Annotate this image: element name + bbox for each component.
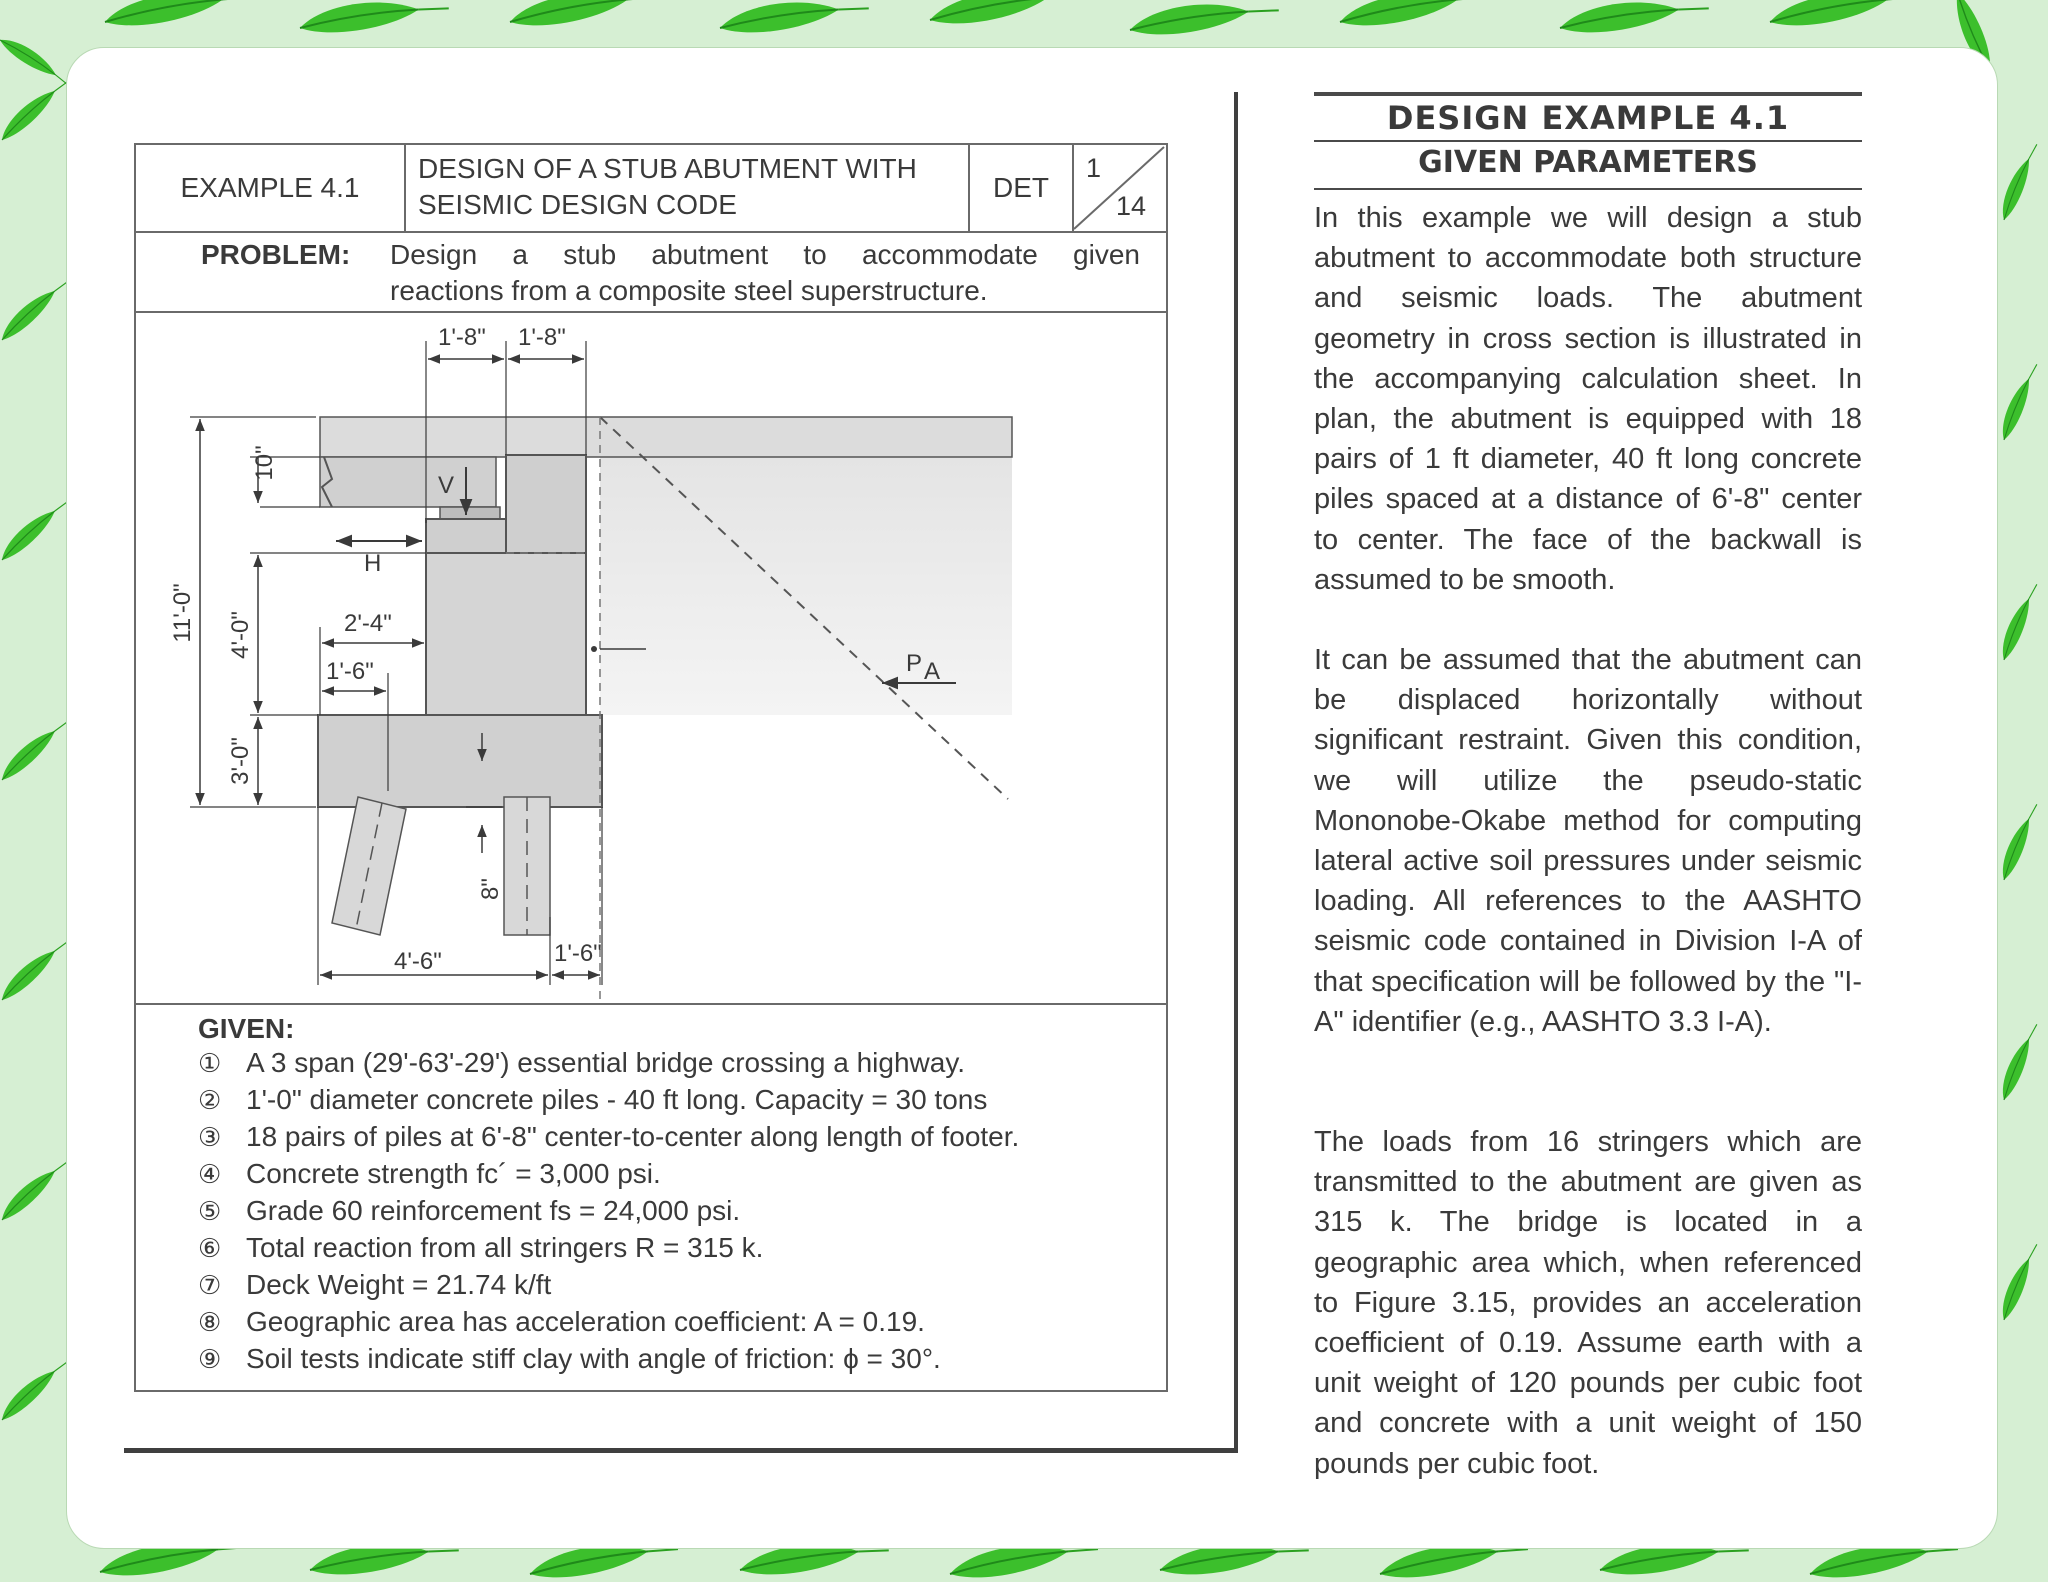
problem-label: PROBLEM: (201, 239, 351, 270)
pa-label: P (906, 650, 923, 677)
problem-line1: Design a stub abutment to accommodate given (390, 239, 1140, 270)
sheet-shadow-vertical (1234, 92, 1238, 1452)
design-example-title: DESIGN EXAMPLE 4.1 (1314, 92, 1862, 142)
sheet-shadow-horizontal (124, 1448, 1238, 1453)
page-total: 14 (1116, 191, 1147, 221)
example-label: EXAMPLE 4.1 (136, 145, 406, 231)
given-section (136, 1005, 1166, 1390)
pa-subscript: A (924, 658, 941, 685)
problem-statement (136, 233, 1166, 313)
given-item: ⑨ Soil tests indicate stiff clay with angle of friction: ϕ = 30°. (198, 1343, 941, 1375)
sheet-title-line2: SEISMIC DESIGN CODE (418, 189, 737, 220)
sheet-title-line1: DESIGN OF A STUB ABUTMENT WITH (418, 153, 917, 184)
v-label: V (438, 472, 455, 499)
dim-1ft6-left: 1'-6" (326, 658, 374, 685)
paragraph-2: It can be assumed that the abutment can be displaced horizontally without significant restraint. Given this condition, we will utilize the pseudo-static Mononobe-Okabe method for computing lateral active soil pressures under seismic loading. All references to the AASHTO seismic code contained in Division I-A of that specification will be followed by the "I-A" identifier (e.g., AASHTO 3.3 I-A). (1314, 644, 1862, 1038)
sheet-header (136, 145, 1166, 233)
backfill-soil (600, 455, 1012, 715)
dim-11ft: 11'-0" (169, 583, 196, 643)
dim-4ft: 4'-0" (227, 611, 254, 659)
given-item: ⑥ Total reaction from all stringers R = 315 k. (198, 1232, 764, 1264)
dim-8in: 8" (477, 878, 504, 900)
page-number: 1 (1086, 153, 1102, 183)
abutment-stem (426, 553, 586, 715)
dim-top-left: 1'-8" (438, 324, 486, 351)
given-item: ② 1'-0" diameter concrete piles - 40 ft long. Capacity = 30 tons (198, 1084, 988, 1116)
given-label: GIVEN: (198, 1013, 295, 1044)
footing (318, 715, 602, 807)
bearing (440, 507, 500, 519)
given-item: ① A 3 span (29'-63'-29') essential bridge crossing a highway. (198, 1047, 966, 1079)
dim-4ft6: 4'-6" (394, 948, 442, 975)
det-label: DET (968, 145, 1074, 231)
dim-3ft: 3'-0" (227, 737, 254, 785)
given-parameters-heading: GIVEN PARAMETERS (1314, 138, 1862, 190)
given-item: ⑤ Grade 60 reinforcement fs = 24,000 psi. (198, 1195, 741, 1227)
h-label: H (364, 550, 382, 577)
dim-2ft4: 2'-4" (344, 610, 392, 637)
abutment-drawing (136, 313, 1166, 1005)
backwall (506, 455, 586, 553)
dim-1ft6-right: 1'-6" (554, 940, 602, 967)
given-item: ③ 18 pairs of piles at 6'-8" center-to-center along length of footer. (198, 1121, 1020, 1153)
deck-slab (320, 417, 1012, 457)
sheet-title (406, 151, 978, 223)
calc-sheet (134, 143, 1168, 1392)
bridge-seat (426, 519, 506, 553)
given-item: ⑦ Deck Weight = 21.74 k/ft (198, 1269, 552, 1301)
given-item: ④ Concrete strength fc´ = 3,000 psi. (198, 1158, 661, 1190)
steel-girder (320, 457, 496, 507)
dim-top-right: 1'-8" (518, 324, 566, 351)
paragraph-1: In this example we will design a stub abutment to accommodate both structure and seismic loads. The abutment geometry in cross section is illustrated in the accompanying calculation sheet. In plan, the abutment is equipped with 18 pairs of 1 ft diameter, 40 ft long concrete piles spaced at a distance of 6'-8" center to center. The face of the backwall is assumed to be smooth. (1314, 202, 1862, 596)
battered-pile (332, 797, 406, 935)
paragraph-3: The loads from 16 stringers which are transmitted to the abutment are given as 315 k. The bridge is located in a geographic area which, when referenced to Figure 3.15, provides an acceleration coefficient of 0.19. Assume earth with a unit weight of 120 pounds per cubic foot and concrete with a unit weight of 150 pounds per cubic foot. (1314, 1126, 1862, 1480)
dim-10in: 10" (251, 445, 278, 481)
problem-line2: reactions from a composite steel superstructure. (390, 275, 988, 306)
given-item: ⑧ Geographic area has acceleration coefficient: A = 0.19. (198, 1306, 925, 1338)
